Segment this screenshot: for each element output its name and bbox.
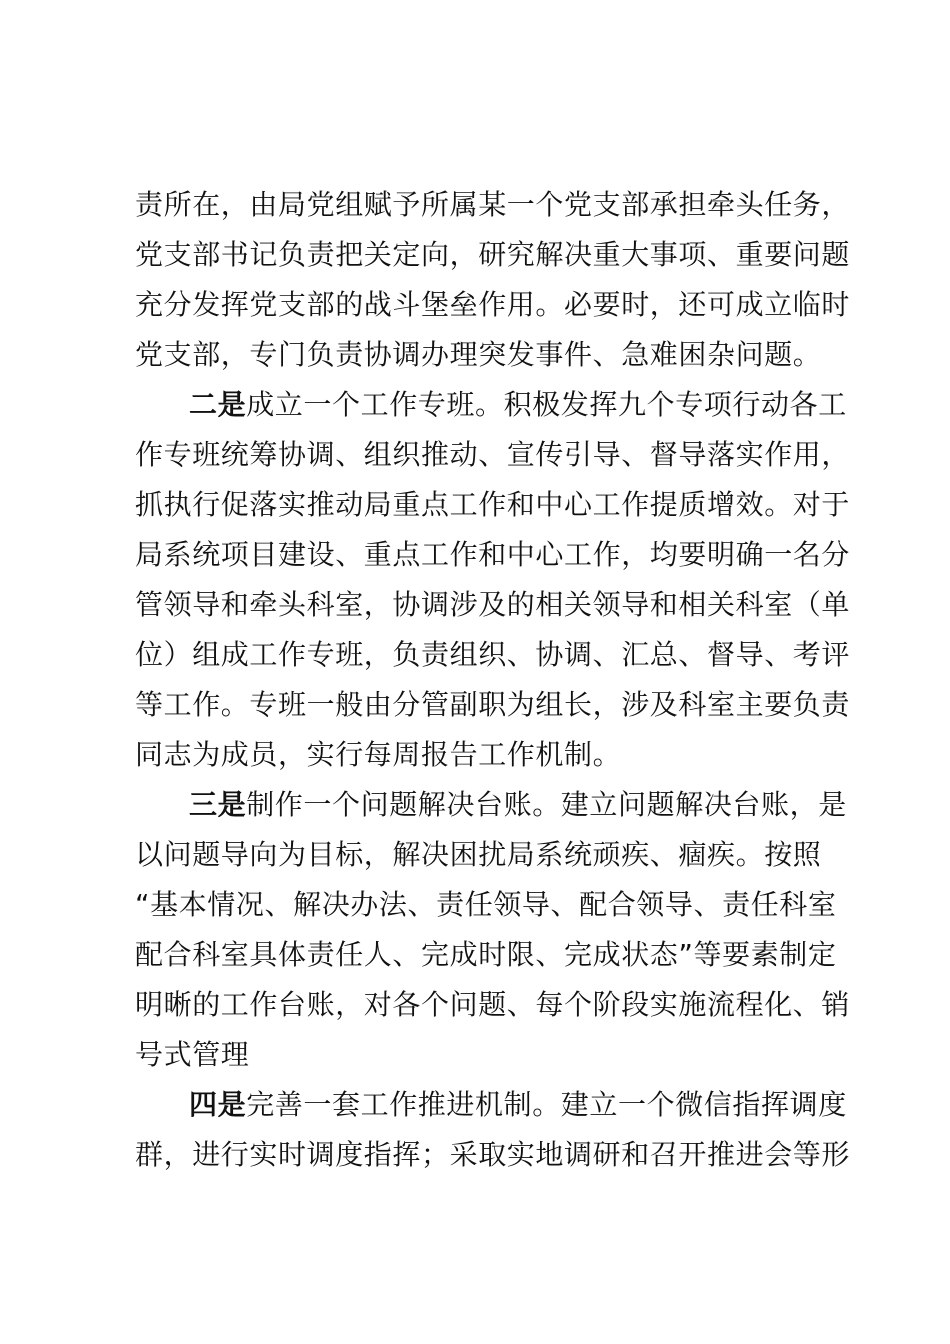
text-line	[135, 230, 851, 280]
text-line	[135, 430, 851, 480]
line-text: 位）组成工作专班，负责组织、协调、汇总、督导、考评	[135, 638, 851, 671]
text-line	[135, 880, 835, 930]
line-text: 充分发挥党支部的战斗堡垒作用。必要时，还可成立临时	[135, 288, 851, 321]
text-line	[135, 1130, 851, 1180]
line-text: 群，进行实时调度指挥；采取实地调研和召开推进会等形	[135, 1138, 851, 1171]
text-line	[135, 930, 835, 980]
paragraph-start-line	[135, 380, 847, 430]
text-line	[135, 980, 851, 1030]
document-body	[135, 180, 851, 1180]
line-text: 成立一个工作专班。积极发挥九个专项行动各工	[246, 388, 847, 421]
text-line	[135, 1030, 835, 1080]
text-line	[135, 730, 835, 780]
line-text: 制作一个问题解决台账。建立问题解决台账，是	[246, 788, 847, 821]
line-text: 等工作。专班一般由分管副职为组长，涉及科室主要负责	[135, 688, 851, 721]
bold-lead: 三是	[189, 788, 247, 821]
text-line	[135, 180, 851, 230]
line-text: 明晰的工作台账，对各个问题、每个阶段实施流程化、销	[135, 988, 851, 1021]
bold-lead: 四是	[189, 1088, 247, 1121]
line-text: 局系统项目建设、重点工作和中心工作，均要明确一名分	[135, 538, 851, 571]
line-text: 党支部，专门负责协调办理突发事件、急难困杂问题。	[135, 338, 822, 371]
paragraph-start-line	[135, 1080, 847, 1130]
text-line	[135, 580, 851, 630]
text-line	[135, 680, 851, 730]
line-text: 抓执行促落实推动局重点工作和中心工作提质增效。对于	[135, 488, 851, 521]
line-text: 以问题导向为目标，解决困扰局系统顽疾、痼疾。按照	[135, 838, 822, 871]
paragraph-start-line	[135, 780, 847, 830]
line-text: 同志为成员，实行每周报告工作机制。	[135, 738, 622, 771]
text-line	[135, 330, 835, 380]
line-text: 责所在，由局党组赋予所属某一个党支部承担牵头任务，	[135, 188, 851, 221]
line-text: 配合科室具体责任人、完成时限、完成状态”等要素制定	[135, 938, 837, 971]
line-text: 管领导和牵头科室，协调涉及的相关领导和相关科室（单	[135, 588, 851, 621]
line-text: 作专班统筹协调、组织推动、宣传引导、督导落实作用，	[135, 438, 851, 471]
line-text: 党支部书记负责把关定向，研究解决重大事项、重要问题	[135, 238, 851, 271]
text-line	[135, 480, 851, 530]
bold-lead: 二是	[189, 388, 247, 421]
line-text: 号式管理	[135, 1038, 250, 1071]
text-line	[135, 530, 851, 580]
text-line	[135, 830, 835, 880]
text-line	[135, 630, 851, 680]
line-text: “基本情况、解决办法、责任领导、配合领导、责任科室	[135, 888, 837, 921]
text-line	[135, 280, 851, 330]
line-text: 完善一套工作推进机制。建立一个微信指挥调度	[246, 1088, 847, 1121]
